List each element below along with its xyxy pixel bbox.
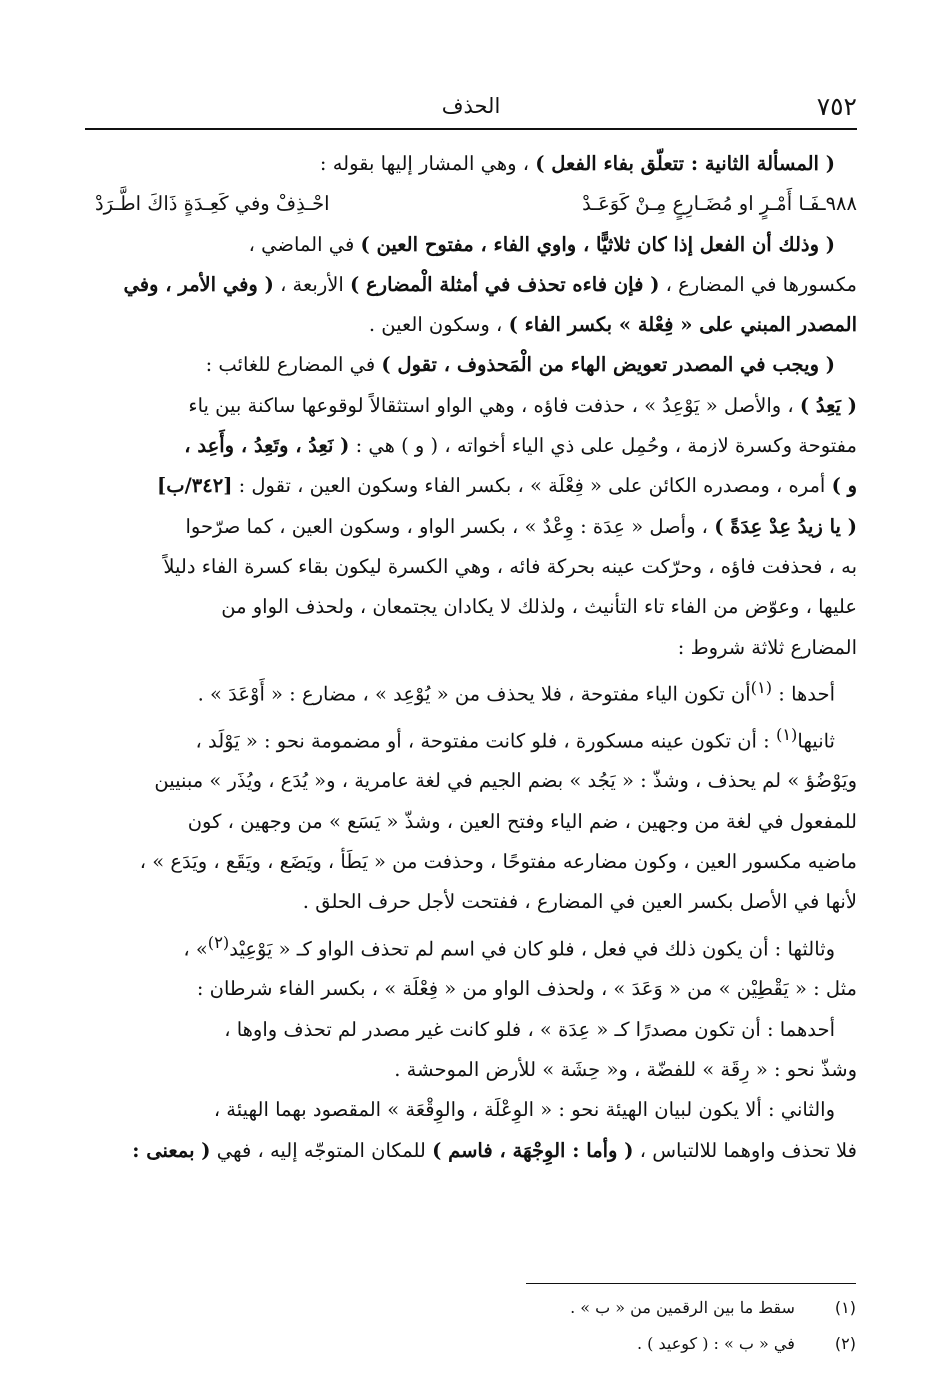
bold-phrase: ( نَعِدُ ، وتَعِدُ ، وأَعِد ، xyxy=(184,434,350,458)
verse-number: ٩٨٨ـ xyxy=(819,192,857,216)
bold-phrase: ( وذلك أن الفعل إذا كان ثلاثيًّا ، واوي الفاء ، مفتوح العين ) xyxy=(360,232,835,256)
text-line: به ، فحذفت فاؤه ، وحرّكت عينه بحركة فائه ، وهي الكسرة ليكون بقاء كسرة الفاء دليلاً xyxy=(163,554,857,578)
text-line: أحدها : $^{(١)}$أن تكون الياء مفتوحة ، فلا يحذف من « يُوْعِد » ، مضارع : « أَوْعَدَ » . xyxy=(197,677,835,706)
text-line: المصدر المبني على « فِعْلة » بكسر الفاء ) ، وسكون العين . xyxy=(368,313,857,337)
text-line: فلا تحذف واوهما للالتباس ، ( وأما : الوِجْهَة ، فاسم ) للمكان المتوجّه إليه ، فهي ( بمعنى : xyxy=(132,1138,857,1162)
footnote-ref: (٢) xyxy=(207,932,230,952)
footnotes xyxy=(84,1290,856,1362)
verse-second-hemistich: احْـذِفْ وفي كَعِـدَةٍ ذَاكَ اطَّـرَدْ xyxy=(95,192,330,216)
verse-line xyxy=(85,184,857,224)
text-line: مثل : « يَقْطِيْن » من « وَعَدَ » ، ولحذف الواو من « فِعْلَة » ، بكسر الفاء شرطان : xyxy=(196,977,857,1001)
text-line: ( المسألة الثانية : تتعلّق بفاء الفعل ) ، وهي المشار إليها بقوله : xyxy=(319,152,835,175)
footnote-divider xyxy=(526,1283,856,1284)
text-line: والثاني : ألا يكون لبيان الهيئة نحو : « الوِعْلَة ، والوِقْعَة » المقصود بهما الهيئة ، xyxy=(213,1098,835,1122)
text-line: ويَوْضُؤ » لم يحذف ، وشذّ : « يَجُد » بضم الجيم في لغة عامرية ، و« يُدَع ، ويُذَر » مبنيين xyxy=(154,769,857,793)
bold-phrase: ( يا زيدُ عِدْ عِدَةً ) xyxy=(714,514,857,538)
bold-phrase: ( فإن فاءه تحذف في أمثلة الْمضارع ) xyxy=(350,272,660,296)
footnote-text: سقط ما بين الرقمين من « ب » . xyxy=(570,1298,795,1317)
text-line: أحدهما : أن تكون مصدرًا كـ « عِدَة » ، فلو كانت غير مصدر لم تحذف واوها ، xyxy=(224,1017,835,1041)
text-line: عليها ، وعوّض من الفاء تاء التأنيث ، ولذلك لا يكادان يجتمعان ، ولحذف الواو من xyxy=(221,595,857,619)
bold-phrase: ( المسألة الثانية : تتعلّق بفاء الفعل ) xyxy=(535,152,835,175)
text-line: ماضيه مكسور العين ، وكون مضارعه مفتوحًا ، وحذفت من « يَطَأ ، ويَضَع ، ويَقَع ، ويَدَع » ، xyxy=(139,850,857,874)
bold-phrase: ( بمعنى : xyxy=(132,1138,211,1162)
text-line: وثالثها : أن يكون ذلك في فعل ، فلو كان في اسم لم تحذف الواو كـ « يَوْعِيْد$^{(٢)}$» ، xyxy=(183,932,835,961)
bold-phrase: ( وأما : الوِجْهَة ، فاسم ) xyxy=(432,1138,634,1162)
footnote-number: (١) xyxy=(834,1298,856,1317)
bold-phrase: المصدر المبني على « فِعْلة » بكسر الفاء ) xyxy=(508,313,857,337)
running-title: الحذف xyxy=(441,94,501,118)
text-line: مفتوحة وكسرة لازمة ، وحُمِل على ذي الياء أخواته ، ( و ) هي : ( نَعِدُ ، وتَعِدُ ، وأَعِد ، xyxy=(184,434,857,458)
text-line: ثانيها$^{(١)}$ : أن تكون عينه مسكورة ، فلو كانت مفتوحة ، أو مضمومة نحو : « يَوْلَد ، xyxy=(195,724,835,753)
footnote-ref: (١) xyxy=(775,724,798,744)
page-number: ٧٥٢ xyxy=(816,92,857,121)
text-line: ( يَعِدُ ) ، والأصل « يَوْعِدُ » ، حذفت فاؤه ، وهي الواو استثقالاً لوقوعها ساكنة بين ياء xyxy=(188,393,857,417)
verse-first-hemistich: ٩٨٨ـفَـا أَمْـرٍ او مُضَـارِعٍ مِـنْ كَوَعَـدْ xyxy=(582,192,857,216)
manuscript-folio-ref: [٣٤٢/ب] xyxy=(157,474,233,498)
footnote-number: (٢) xyxy=(834,1334,856,1353)
text-line: ( ويجب في المصدر تعويض الهاء من الْمَحذوف ، تقول ) في المضارع للغائب : xyxy=(205,353,835,377)
text-line: ( يا زيدُ عِدْ عِدَةً ) ، وأصل « عِدَة : وِعْدٌ » ، بكسر الواو ، وسكون العين ، كما صرّحوا xyxy=(185,514,857,538)
main-text xyxy=(85,144,857,1171)
text-line: مكسورها في المضارع ، ( فإن فاءه تحذف في أمثلة الْمضارع ) الأربعة ، ( وفي الأمر ، وفي xyxy=(123,272,857,296)
footnote-ref: (١) xyxy=(750,677,773,697)
text-line: وشذّ نحو : « رِقَة » للفضّة ، و« حِشَة » للأرض الموحشة . xyxy=(394,1058,857,1082)
bold-phrase: ( ويجب في المصدر تعويض الهاء من الْمَحذوف ، تقول ) xyxy=(381,353,835,377)
bold-phrase: و ) xyxy=(831,474,857,498)
text-line: لأنها في الأصل بكسر العين في المضارع ، ففتحت لأجل حرف الحلق . xyxy=(302,890,857,914)
bold-phrase: ( يَعِدُ ) xyxy=(799,393,857,417)
text-line: و ) أمره ، ومصدره الكائن على « فِعْلَة » ، بكسر الفاء وسكون العين ، تقول : [٣٤٢/ب] xyxy=(157,474,857,498)
text-line: للمفعول في لغة من وجهين ، ضم الياء وفتح العين ، وشذّ « يَسَع » من وجهين ، كون xyxy=(187,809,857,833)
footnote-text: في « ب » : ( كوعيد ) . xyxy=(636,1334,795,1353)
text-line: ( وذلك أن الفعل إذا كان ثلاثيًّا ، واوي الفاء ، مفتوح العين ) في الماضي ، xyxy=(248,232,835,256)
bold-phrase: ( وفي الأمر ، وفي xyxy=(123,272,274,296)
footnote xyxy=(84,1290,856,1326)
page-header xyxy=(85,92,857,130)
footnote xyxy=(84,1326,856,1362)
text-line: المضارع ثلاثة شروط : xyxy=(677,635,857,659)
